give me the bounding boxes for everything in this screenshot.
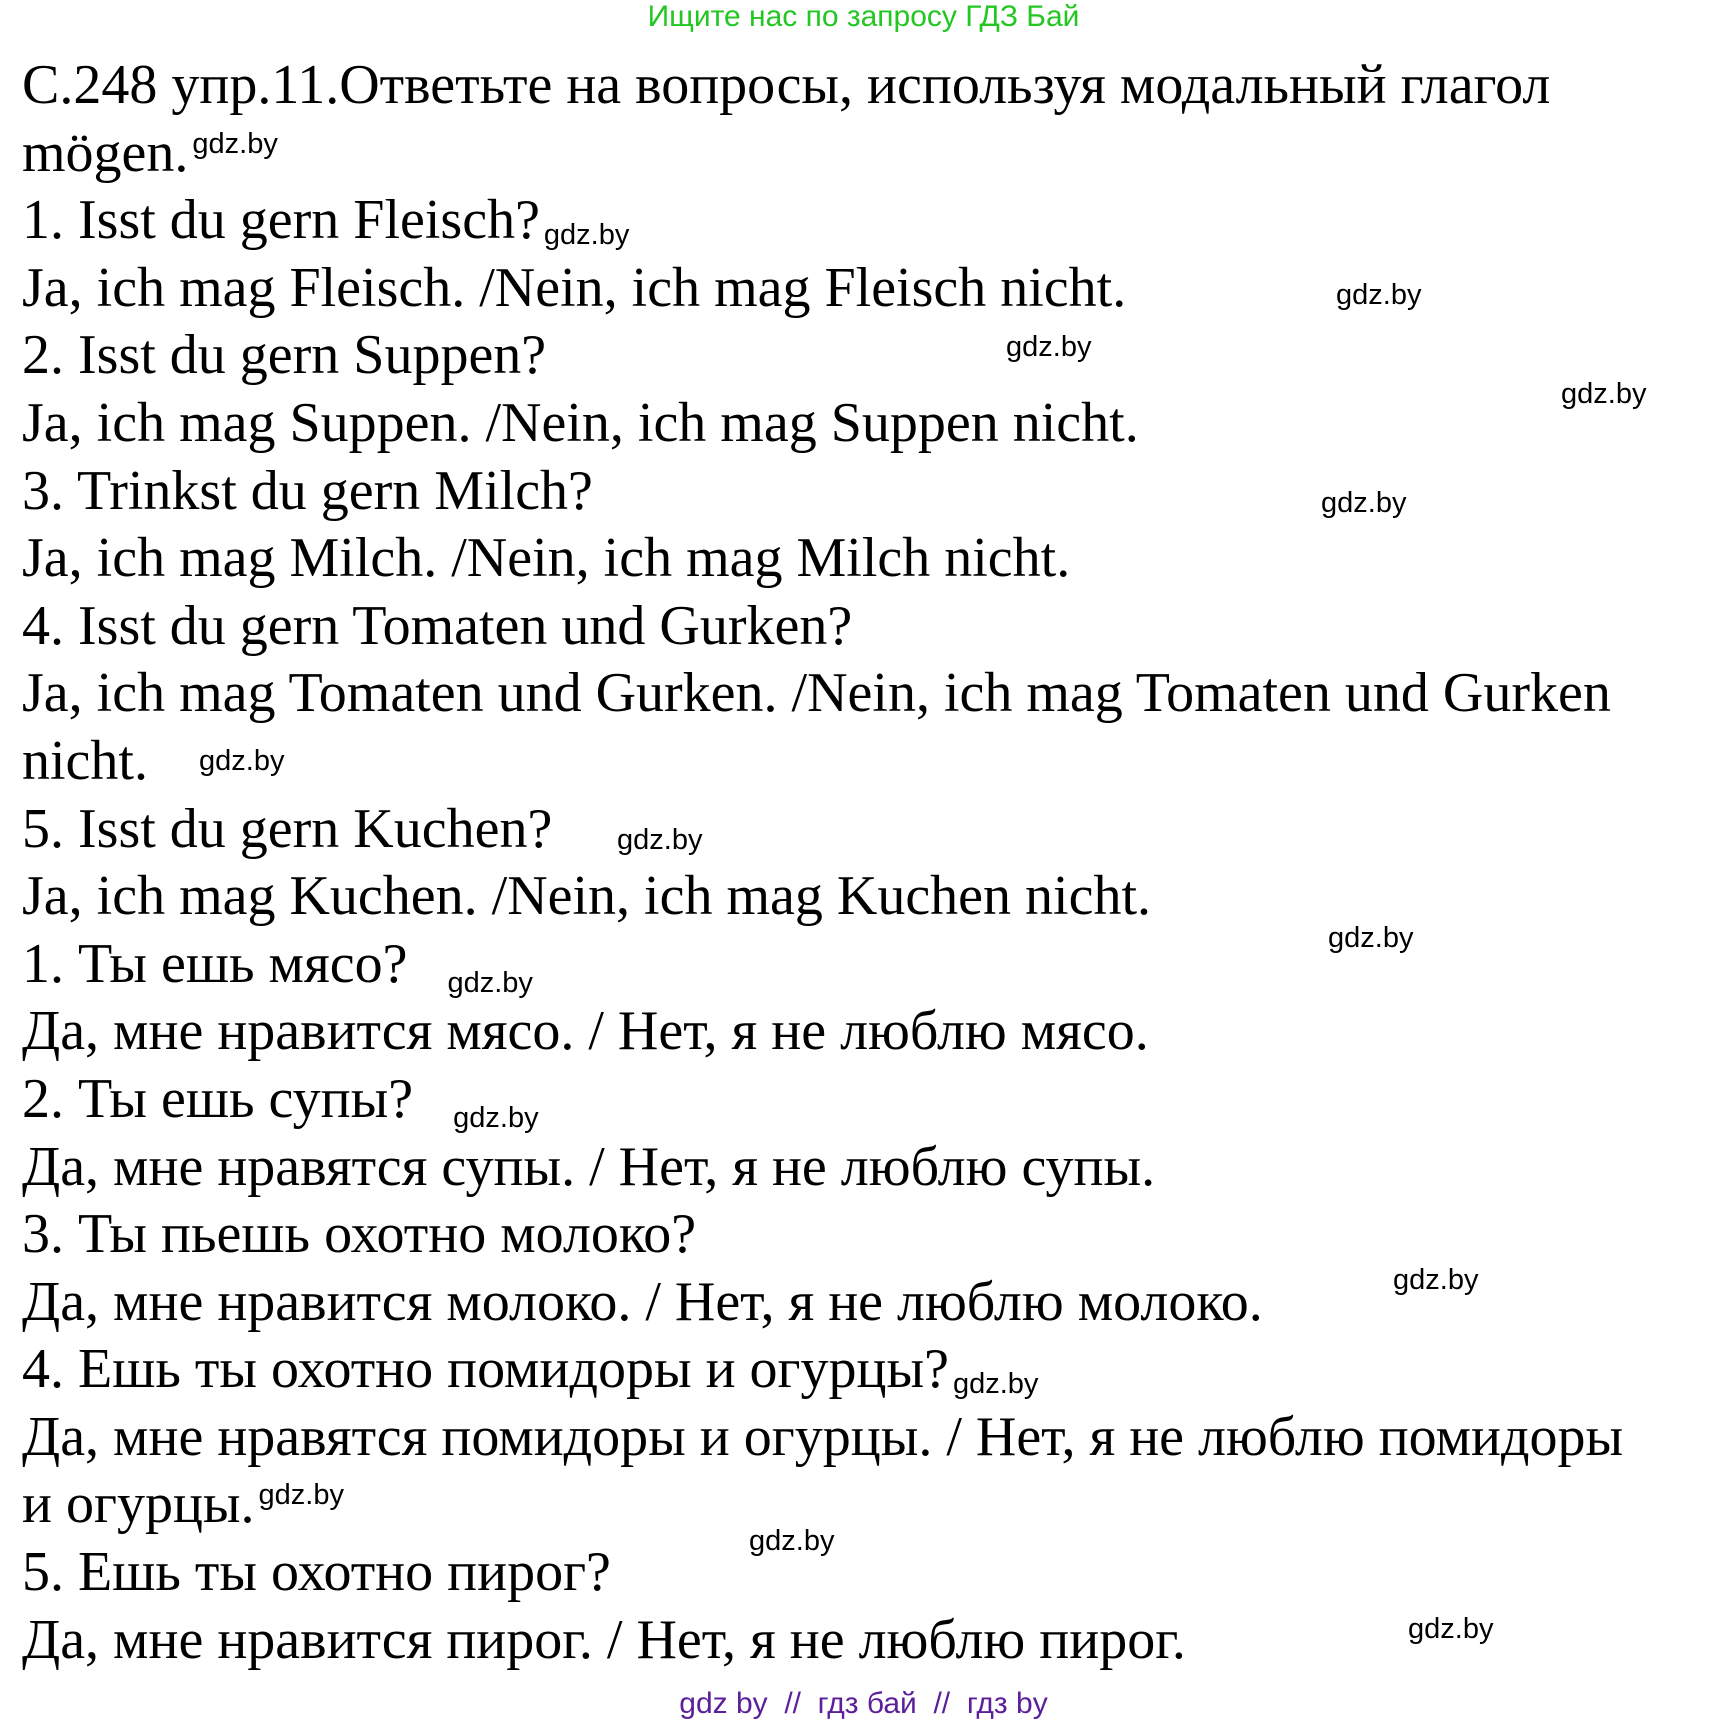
watermark: gdz.by [749,1525,835,1557]
question-ru-4: 4. Ешь ты охотно помидоры и огурцы? [22,1338,949,1401]
answer-de-1: Ja, ich mag Fleisch. /Nein, ich mag Fleisch nicht. [22,256,1127,319]
question-de-1-line [22,187,1623,255]
question-de-1: 1. Isst du gern Fleisch? [22,189,540,252]
answer-ru-4: Да, мне нравятся помидоры и огурцы. / Нет, я не люблю помидоры [22,1405,1624,1468]
question-de-3: 3. Trinkst du gern Milch? [22,459,593,522]
watermark: gdz.by [447,966,533,999]
watermark: gdz.by [952,1368,1039,1401]
watermark: gdz.by [1408,1613,1494,1645]
exercise-title-cont: mögen. [22,121,189,184]
watermark: gdz.by [617,824,703,856]
question-de-4: 4. Isst du gern Tomaten und Gurken? [22,594,853,657]
answer-ru-1: Да, мне нравится мясо. / Нет, я не люблю мясо. [22,1000,1149,1063]
answer-de-5: Ja, ich mag Kuchen. /Nein, ich mag Kuchen nicht. [22,865,1151,928]
answer-de-4-cont: nicht. [22,729,148,792]
exercise-title-cont-line [22,120,1623,188]
watermark: gdz.by [1006,331,1092,363]
answer-ru-2: Да, мне нравятся супы. / Нет, я не люблю супы. [22,1135,1156,1198]
watermark: gdz.by [1393,1264,1479,1296]
watermark: gdz.by [453,1101,539,1134]
answer-ru-5: Да, мне нравится пирог. / Нет, я не люблю пирог. [22,1608,1186,1671]
question-ru-4-line [22,1336,1623,1404]
watermark: gdz.by [1328,922,1414,954]
answer-de-3: Ja, ich mag Milch. /Nein, ich mag Milch nicht. [22,527,1071,590]
answer-de-4: Ja, ich mag Tomaten und Gurken. /Nein, ich mag Tomaten und Gurken [22,662,1611,725]
question-de-2: 2. Isst du gern Suppen? [22,324,547,387]
watermark: gdz.by [543,219,630,252]
watermark: gdz.by [192,127,278,160]
answer-ru-3: Да, мне нравится молоко. / Нет, я не люблю молоко. [22,1270,1263,1333]
exercise-title: С.248 упр.11.Ответьте на вопросы, используя модальный глагол [22,54,1551,116]
exercise-title-line [22,52,1623,120]
question-ru-2: 2. Ты ешь супы? [22,1067,414,1130]
question-ru-1: 1. Ты ешь мясо? [22,932,408,995]
watermark: gdz.by [1561,378,1647,410]
question-de-5: 5. Isst du gern Kuchen? [22,797,553,860]
answer-de-2: Ja, ich mag Suppen. /Nein, ich mag Suppen nicht. [22,391,1139,454]
watermark: gdz.by [258,1479,344,1512]
watermark: gdz.by [199,745,285,777]
header-banner[interactable]: Ищите нас по запросу ГДЗ Бай [647,0,1080,33]
footer-links[interactable]: gdz by // гдз бай // гдз by [679,1687,1048,1720]
question-ru-5: 5. Ешь ты охотно пирог? [22,1541,611,1604]
question-ru-2-line [22,1066,1623,1134]
watermark: gdz.by [1336,279,1422,311]
answer-ru-4-cont: и огурцы. [22,1473,255,1536]
question-ru-3: 3. Ты пьешь охотно молоко? [22,1203,697,1266]
watermark: gdz.by [1321,487,1407,519]
